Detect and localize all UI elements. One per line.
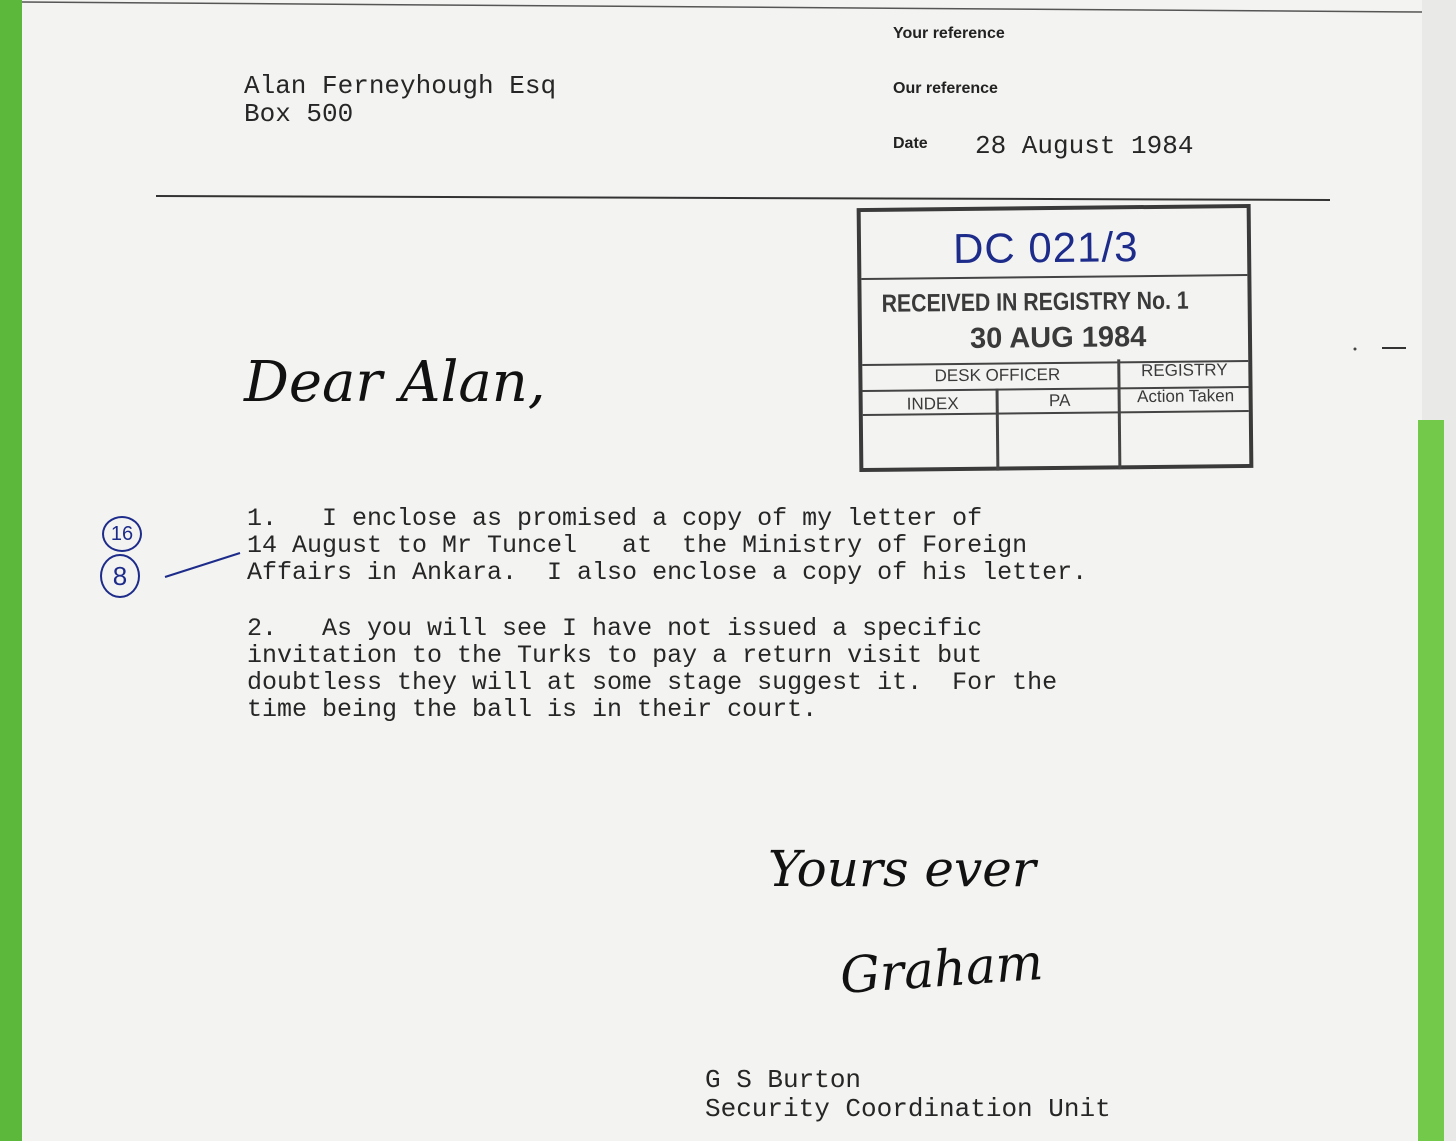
green-folder-edge-right	[1418, 420, 1444, 1141]
pa-label: PA	[1048, 390, 1071, 411]
action-taken-label: Action Taken	[1137, 386, 1235, 407]
recipient-box: Box 500	[244, 99, 354, 129]
green-folder-edge-left	[0, 0, 24, 1141]
margin-note-16: 16	[102, 516, 142, 552]
paragraph-1-line-3: Affairs in Ankara. I also enclose a copy of his letter.	[247, 558, 1088, 587]
desk-officer-label: DESK OFFICER	[934, 364, 1061, 386]
paragraph-2-line-4: time being the ball is in their court.	[247, 695, 818, 724]
signatory-name: G S Burton	[705, 1065, 862, 1095]
date-value: 28 August 1984	[975, 131, 1194, 161]
date-label: Date	[893, 135, 928, 152]
signatory-unit: Security Coordination Unit	[705, 1094, 1111, 1124]
index-label: INDEX	[906, 394, 959, 414]
paragraph-1-line-2: 14 August to Mr Tuncel at the Ministry of Foreign	[247, 531, 1028, 560]
margin-note-8: 8	[100, 554, 140, 598]
margin-pointer-line	[160, 548, 250, 584]
registry-label: REGISTRY	[1140, 360, 1228, 381]
paragraph-2-line-2: invitation to the Turks to pay a return visit but	[247, 641, 983, 670]
received-in-registry-text: RECEIVED IN REGISTRY No. 1	[881, 286, 1189, 318]
your-reference-label: Your reference	[893, 25, 1005, 42]
registry-stamp	[857, 204, 1254, 472]
recipient-name: Alan Ferneyhough Esq	[244, 71, 557, 101]
paragraph-1-line-1: 1. I enclose as promised a copy of my letter of	[247, 504, 983, 533]
signature: Graham	[838, 932, 1045, 1006]
salutation: Dear Alan,	[244, 350, 546, 415]
closing: Yours ever	[768, 840, 1036, 898]
received-date: 30 AUG 1984	[969, 321, 1147, 355]
top-edge-line	[22, 0, 1422, 20]
paragraph-2-line-3: doubtless they will at some stage suggest it. For the	[247, 668, 1058, 697]
paragraph-2-line-1: 2. As you will see I have not issued a specific	[247, 614, 983, 643]
stray-marks	[1350, 340, 1410, 360]
file-number: DC 021/3	[952, 223, 1139, 273]
our-reference-label: Our reference	[893, 80, 998, 97]
